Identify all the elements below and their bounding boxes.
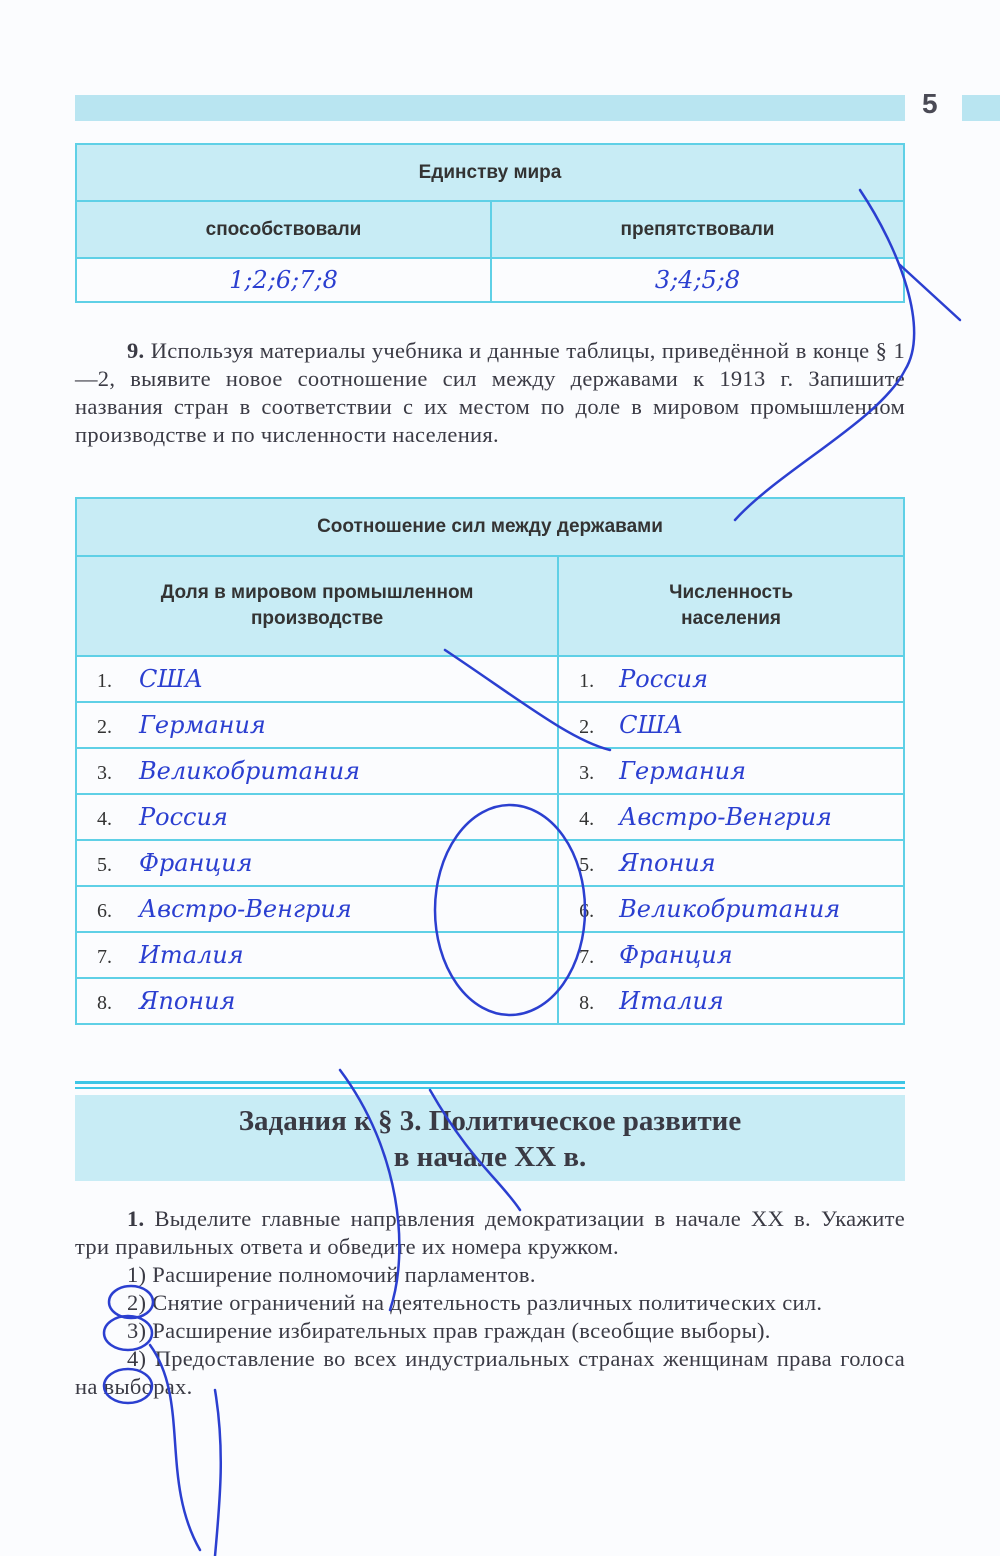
- rank: 4.: [579, 808, 595, 830]
- table-row: [76, 702, 904, 748]
- population-country: США: [619, 711, 684, 739]
- rank: 5.: [579, 854, 595, 876]
- table-row: [76, 932, 904, 978]
- rank: 6.: [579, 900, 595, 922]
- task-1-text: Выделите главные направления демократизации в начале XX в. Укажите три правильных ответа и обведите их номера кружком.: [75, 1206, 905, 1259]
- rank: 3.: [579, 762, 595, 784]
- table-row: [76, 840, 904, 886]
- table-row: [76, 978, 904, 1024]
- table-row: [76, 794, 904, 840]
- population-cell[interactable]: [558, 932, 904, 978]
- industry-cell[interactable]: [76, 748, 558, 794]
- section-divider: [75, 1081, 905, 1084]
- industry-cell[interactable]: [76, 978, 558, 1024]
- population-country: Австро-Венгрия: [619, 803, 832, 831]
- population-country: Франция: [619, 941, 733, 969]
- rank: 8.: [579, 992, 595, 1014]
- rank: 2.: [97, 716, 112, 738]
- section-divider-thin: [75, 1087, 905, 1089]
- industry-cell[interactable]: [76, 702, 558, 748]
- pen-stroke: [900, 265, 960, 320]
- option-4[interactable]: 4) Предоставление во всех индустриальных странах женщинам права голоса на выборах.: [75, 1346, 905, 1399]
- rank: 4.: [97, 808, 112, 830]
- population-country: Италия: [619, 987, 724, 1015]
- population-cell[interactable]: [558, 794, 904, 840]
- header-band-right: [962, 95, 1000, 121]
- unity-table: [75, 143, 905, 303]
- population-cell[interactable]: [558, 702, 904, 748]
- population-cell[interactable]: [558, 886, 904, 932]
- population-country: Япония: [619, 849, 716, 877]
- header-band: [75, 95, 905, 121]
- rank: 1.: [579, 670, 595, 692]
- task-1-number: 1.: [127, 1206, 145, 1231]
- industry-country: Австро-Венгрия: [139, 895, 352, 923]
- industry-country: Япония: [139, 987, 236, 1015]
- rank: 5.: [97, 854, 112, 876]
- rank: 7.: [97, 946, 112, 968]
- industry-header: Доля в мировом промышленном производстве: [76, 556, 558, 656]
- industry-country: США: [139, 665, 203, 693]
- col-hindered-header: препятствовали: [491, 201, 904, 258]
- rank: 8.: [97, 992, 112, 1014]
- population-cell[interactable]: [558, 978, 904, 1024]
- option-3[interactable]: 3) Расширение избирательных прав граждан (всеобщие выборы).: [127, 1318, 771, 1343]
- industry-country: Великобритания: [139, 757, 361, 785]
- option-2[interactable]: 2) Снятие ограничений на деятельность различных политических сил.: [127, 1290, 823, 1315]
- power-table-title: Соотношение сил между державами: [76, 498, 904, 556]
- industry-country: Германия: [139, 711, 266, 739]
- industry-cell[interactable]: [76, 656, 558, 702]
- page-number: 5: [922, 88, 938, 119]
- rank: 2.: [579, 716, 595, 738]
- section-title-line1: Задания к § 3. Политическое развитие: [238, 1105, 742, 1137]
- rank: 1.: [97, 670, 112, 692]
- industry-cell[interactable]: [76, 840, 558, 886]
- rank: 6.: [97, 900, 112, 922]
- rank: 7.: [579, 946, 595, 968]
- population-country: Германия: [619, 757, 746, 785]
- hindered-answer[interactable]: 3;4;5;8: [491, 258, 904, 302]
- population-cell[interactable]: [558, 748, 904, 794]
- industry-cell[interactable]: [76, 794, 558, 840]
- col-helped-header: способствовали: [76, 201, 491, 258]
- industry-country: Италия: [139, 941, 244, 969]
- helped-answer[interactable]: 1;2;6;7;8: [76, 258, 491, 302]
- task-9-number: 9.: [127, 338, 145, 363]
- section-title: [75, 1103, 905, 1175]
- table-row: [76, 656, 904, 702]
- table-row: [76, 748, 904, 794]
- industry-country: Франция: [139, 849, 253, 877]
- section-title-line2: в начале XX в.: [393, 1141, 587, 1173]
- population-country: Великобритания: [619, 895, 841, 923]
- table-row: [76, 886, 904, 932]
- rank: 3.: [97, 762, 112, 784]
- industry-country: Россия: [139, 803, 228, 831]
- population-cell[interactable]: [558, 840, 904, 886]
- unity-table-title: Единству мира: [76, 144, 904, 201]
- industry-cell[interactable]: [76, 886, 558, 932]
- industry-cell[interactable]: [76, 932, 558, 978]
- option-1[interactable]: 1) Расширение полномочий парламентов.: [127, 1262, 536, 1287]
- population-header: Численность населения: [558, 556, 904, 656]
- population-cell[interactable]: [558, 656, 904, 702]
- pen-stroke: [215, 1390, 221, 1556]
- population-country: Россия: [619, 665, 708, 693]
- power-balance-table: [75, 497, 905, 1025]
- task-1: [75, 1205, 905, 1401]
- task-9: [75, 337, 905, 449]
- task-9-text: Используя материалы учебника и данные таблицы, приведённой в конце § 1—2, выявите новое соотношение сил между державами к 1913 г. Запишите названия стран в соответствии с их местом по доле в мировом промышленном производстве и по численности населения.: [75, 338, 905, 447]
